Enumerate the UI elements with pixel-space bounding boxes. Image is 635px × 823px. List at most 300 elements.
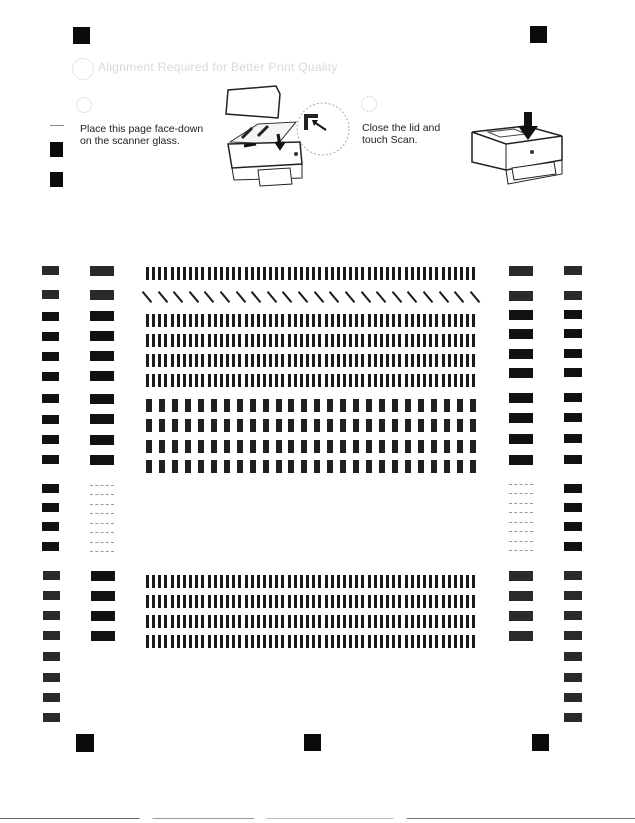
marker [509,631,533,641]
pattern-bar [454,575,457,588]
pattern-bar [343,575,346,588]
pattern-bar [281,354,284,367]
pattern-bar [448,267,451,280]
pattern-bar [269,314,272,327]
pattern-bar [435,595,438,608]
pattern-bar [435,314,438,327]
pattern-bar [269,354,272,367]
pattern-bar [368,635,371,648]
pattern-bar [224,440,230,453]
pattern-bar [398,635,401,648]
pattern-bar [472,354,475,367]
pattern-bar [257,575,260,588]
pattern-bar [195,635,198,648]
pattern-bar [257,374,260,387]
pattern-bar [146,460,152,473]
pattern-bar [361,314,364,327]
pattern-bar [263,635,266,648]
pattern-bar [306,314,309,327]
pattern-bar [263,419,269,432]
pattern-bar [423,334,426,347]
pattern-bar [429,334,432,347]
pattern-bar [386,374,389,387]
marker [42,522,59,531]
pattern-bar [327,440,333,453]
pattern-row-blocks [146,398,476,412]
pattern-bar [288,374,291,387]
pattern-bar [226,354,229,367]
pattern-bar [220,374,223,387]
pattern-bar [251,615,254,628]
pattern-bar [380,267,383,280]
marker [564,310,582,319]
pattern-bar [466,354,469,367]
marker [42,484,59,493]
pattern-bar [301,399,307,412]
pattern-bar [448,575,451,588]
pattern-bar [232,314,235,327]
pattern-bar [423,267,426,280]
pattern-bar [275,615,278,628]
pattern-bar [454,354,457,367]
pattern-bar [318,615,321,628]
pattern-bar [146,635,149,648]
pattern-bar [398,267,401,280]
marker [91,591,115,601]
pattern-bar [226,334,229,347]
pattern-bar [214,374,217,387]
pattern-bar [380,595,383,608]
pattern-bar [411,575,414,588]
pattern-bar [183,635,186,648]
pattern-bar [411,314,414,327]
marker [564,484,582,493]
pattern-bar [189,575,192,588]
pattern-bar [454,374,457,387]
pattern-bar [454,291,465,303]
marker [42,290,59,299]
pattern-bar [288,399,294,412]
pattern-bar [423,575,426,588]
pattern-bar [220,314,223,327]
pattern-bar [448,595,451,608]
pattern-bar [226,374,229,387]
pattern-bar [429,635,432,648]
pattern-bar [183,575,186,588]
pattern-bar [349,575,352,588]
pattern-bar [275,354,278,367]
pattern-bar [442,334,445,347]
pattern-bar [466,374,469,387]
pattern-bar [142,291,153,303]
pattern-bar [331,374,334,387]
marker [42,394,59,403]
pattern-bar [380,615,383,628]
pattern-bar [331,354,334,367]
pattern-bar [312,635,315,648]
pattern-bar [300,354,303,367]
pattern-bar [325,314,328,327]
marker [42,352,59,361]
pattern-bar [158,575,161,588]
pattern-bar [470,419,476,432]
pattern-bar [345,291,356,303]
marker [90,414,114,424]
marker [564,266,582,275]
pattern-bar [374,267,377,280]
pattern-bar [470,440,476,453]
pattern-bar [195,314,198,327]
pattern-bar [298,291,309,303]
pattern-bar [251,314,254,327]
pattern-bar [392,615,395,628]
pattern-bar [374,334,377,347]
pattern-bar [198,460,204,473]
pattern-bar [312,334,315,347]
pattern-bar [195,575,198,588]
pattern-bar [343,354,346,367]
pattern-bar [442,635,445,648]
pattern-bar [171,595,174,608]
pattern-bar [183,595,186,608]
step-2-number-icon [361,96,377,112]
pattern-bar [466,314,469,327]
pattern-bar [314,440,320,453]
marker [42,266,59,275]
pattern-bar [435,374,438,387]
pattern-bar [405,314,408,327]
pattern-bar [183,615,186,628]
pattern-bar [392,354,395,367]
pattern-bar [195,354,198,367]
pattern-bar [201,354,204,367]
pattern-bar [251,374,254,387]
pattern-bar [423,595,426,608]
pattern-bar [380,354,383,367]
pattern-bar [172,460,178,473]
pattern-bar [380,334,383,347]
pattern-bar [177,267,180,280]
left-edge-marker [50,125,64,126]
pattern-bar [337,595,340,608]
pattern-bar [269,334,272,347]
pattern-bar [269,595,272,608]
marker [43,693,60,702]
pattern-bar [355,595,358,608]
pattern-bar [189,291,200,303]
pattern-bar [368,267,371,280]
pattern-bar [423,635,426,648]
marker [42,312,59,321]
pattern-bar [472,374,475,387]
marker [90,542,114,552]
pattern-bar [398,314,401,327]
pattern-bar [173,291,184,303]
pattern-bar [245,354,248,367]
marker [509,434,533,444]
pattern-bar [269,374,272,387]
pattern-bar [275,374,278,387]
pattern-bar [466,595,469,608]
pattern-bar [198,399,204,412]
pattern-bar [201,635,204,648]
pattern-bar [398,595,401,608]
marker [564,349,582,358]
marker [91,611,115,621]
pattern-bar [288,615,291,628]
pattern-bar [208,575,211,588]
pattern-bar [325,354,328,367]
pattern-bar [349,615,352,628]
marker [564,611,582,620]
pattern-bar [294,595,297,608]
pattern-bar [418,399,424,412]
marker [564,413,582,422]
pattern-bar [238,615,241,628]
pattern-bar [201,595,204,608]
pattern-bar [429,354,432,367]
pattern-bar [353,460,359,473]
pattern-bar [411,354,414,367]
pattern-bar [263,334,266,347]
pattern-bar [214,314,217,327]
pattern-bar [366,440,372,453]
pattern-bar [405,460,411,473]
pattern-bar [331,314,334,327]
pattern-bar [417,615,420,628]
pattern-bar [405,334,408,347]
pattern-bar [164,354,167,367]
pattern-bar [288,595,291,608]
pattern-bar [276,419,282,432]
pattern-bar [189,595,192,608]
pattern-bar [301,419,307,432]
pattern-bar [171,635,174,648]
marker [509,571,533,581]
pattern-bar [267,291,278,303]
pattern-bar [250,399,256,412]
pattern-bar [276,399,282,412]
pattern-bar [220,575,223,588]
pattern-bar [444,419,450,432]
pattern-row-thin [146,373,476,387]
pattern-bar [204,291,215,303]
pattern-bar [312,595,315,608]
pattern-bar [306,334,309,347]
pattern-bar [232,615,235,628]
pattern-bar [470,460,476,473]
marker [509,291,533,301]
pattern-bar [250,440,256,453]
pattern-bar [380,374,383,387]
pattern-bar [314,460,320,473]
pattern-bar [312,267,315,280]
pattern-bar [251,267,254,280]
pattern-bar [220,615,223,628]
pattern-bar [313,291,324,303]
pattern-bar [152,314,155,327]
pattern-bar [361,635,364,648]
pattern-bar [159,419,165,432]
pattern-bar [294,354,297,367]
pattern-bar [158,615,161,628]
pattern-bar [301,460,307,473]
pattern-bar [386,595,389,608]
pattern-bar [288,419,294,432]
pattern-bar [331,615,334,628]
pattern-bar [337,334,340,347]
pattern-bar [220,595,223,608]
pattern-bar [454,267,457,280]
pattern-bar [405,374,408,387]
marker [564,291,582,300]
pattern-bar [431,460,437,473]
pattern-bar [379,440,385,453]
pattern-bar [146,419,152,432]
pattern-bar [411,615,414,628]
pattern-bar [405,575,408,588]
pattern-bar [457,419,463,432]
pattern-bar [146,615,149,628]
pattern-bar [306,635,309,648]
pattern-bar [251,334,254,347]
pattern-bar [146,575,149,588]
pattern-bar [442,267,445,280]
marker [90,311,114,321]
pattern-bar [146,334,149,347]
pattern-bar [361,354,364,367]
pattern-bar [386,334,389,347]
pattern-bar [238,334,241,347]
pattern-bar [327,419,333,432]
pattern-bar [263,615,266,628]
pattern-bar [294,267,297,280]
pattern-bar [257,267,260,280]
pattern-bar [245,374,248,387]
pattern-bar [368,595,371,608]
pattern-bar [208,334,211,347]
pattern-bar [368,354,371,367]
pattern-bar [314,399,320,412]
pattern-bar [152,267,155,280]
pattern-bar [379,460,385,473]
pattern-bar [158,635,161,648]
step-2-line-2: touch Scan. [362,134,418,146]
pattern-bar [208,615,211,628]
pattern-bar [411,267,414,280]
pattern-bar [368,334,371,347]
pattern-bar [288,635,291,648]
pattern-bar [251,291,262,303]
pattern-bar [444,460,450,473]
pattern-bar [183,334,186,347]
pattern-bar [275,575,278,588]
marker [42,503,59,512]
pattern-bar [237,440,243,453]
corner-marker-top-right [530,26,547,43]
pattern-bar [189,314,192,327]
pattern-bar [146,354,149,367]
marker [509,310,533,320]
pattern-bar [300,267,303,280]
pattern-bar [263,575,266,588]
pattern-bar [177,374,180,387]
pattern-bar [275,267,278,280]
pattern-bar [177,635,180,648]
pattern-bar [220,635,223,648]
pattern-bar [405,354,408,367]
pattern-bar [189,267,192,280]
pattern-bar [448,354,451,367]
pattern-bar [232,334,235,347]
marker [564,591,582,600]
pattern-bar [454,635,457,648]
pattern-bar [159,399,165,412]
pattern-bar [361,374,364,387]
pattern-bar [164,314,167,327]
pattern-bar [423,314,426,327]
pattern-bar [444,399,450,412]
pattern-bar [442,595,445,608]
pattern-bar [442,314,445,327]
pattern-bar [429,595,432,608]
pattern-bar [466,615,469,628]
pattern-row-diag [146,290,476,304]
marker [42,435,59,444]
pattern-bar [281,314,284,327]
pattern-bar [164,615,167,628]
pattern-bar [238,635,241,648]
pattern-bar [392,419,398,432]
pattern-bar [472,595,475,608]
pattern-bar [146,440,152,453]
pattern-bar [300,374,303,387]
pattern-bar [185,460,191,473]
pattern-bar [327,460,333,473]
pattern-bar [318,635,321,648]
pattern-bar [325,575,328,588]
pattern-bar [349,314,352,327]
marker [43,571,60,580]
pattern-bar [294,314,297,327]
pattern-bar [245,334,248,347]
pattern-bar [418,440,424,453]
pattern-row-blocks [146,439,476,453]
pattern-bar [374,595,377,608]
pattern-bar [349,354,352,367]
pattern-bar [288,440,294,453]
pattern-bar [435,267,438,280]
pattern-bar [374,615,377,628]
pattern-bar [391,291,402,303]
pattern-bar [171,334,174,347]
marker [42,415,59,424]
corner-marker-top-left [73,27,90,44]
pattern-bar [318,314,321,327]
marker [564,522,582,531]
pattern-bar [337,314,340,327]
pattern-bar [405,635,408,648]
pattern-bar [238,354,241,367]
pattern-bar [306,595,309,608]
pattern-bar [211,419,217,432]
pattern-bar [171,354,174,367]
pattern-bar [301,440,307,453]
pattern-bar [201,314,204,327]
pattern-bar [171,575,174,588]
pattern-bar [353,399,359,412]
pattern-bar [355,635,358,648]
